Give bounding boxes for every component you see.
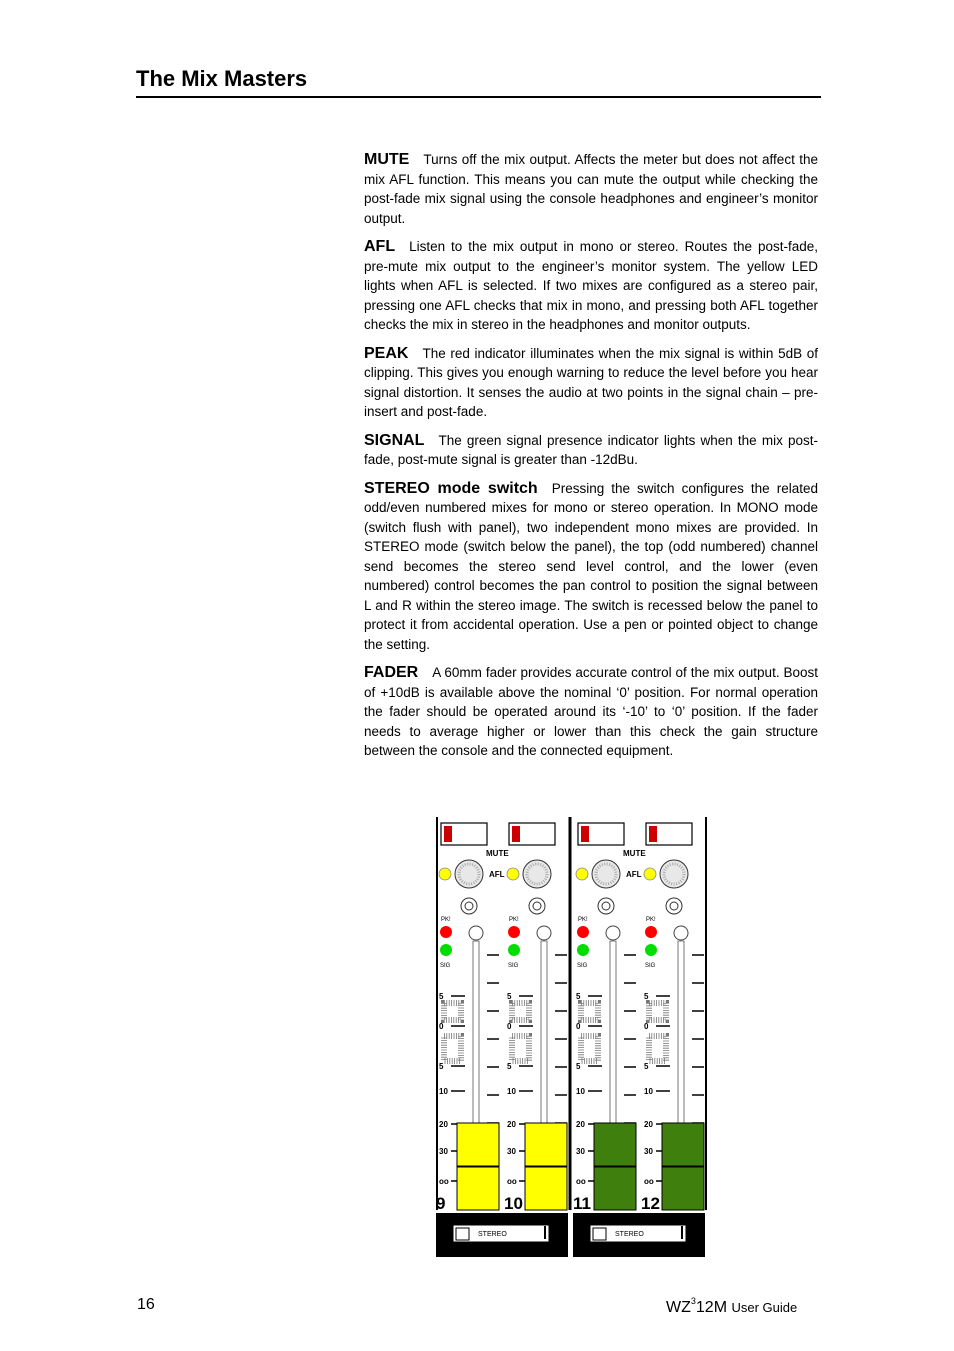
fader-cap-upper	[594, 1123, 636, 1166]
fader-cap-upper	[525, 1123, 567, 1166]
stereo-switch-label: STEREO	[615, 1231, 644, 1238]
fader-scale-label: 0	[507, 1022, 512, 1031]
mix-master-panel-drawing	[435, 815, 709, 1258]
fader-scale-label: 5	[576, 992, 581, 1001]
fader-scale-label: oo	[507, 1177, 517, 1186]
fader-cap-lower	[662, 1167, 704, 1210]
fader-scale-label: oo	[644, 1177, 654, 1186]
term-mute: MUTE	[364, 151, 410, 168]
fader-scale-label: 5	[644, 1062, 649, 1071]
section-afl	[364, 237, 818, 335]
fader-scale-label: 10	[507, 1087, 516, 1096]
fader-cap-lower	[594, 1167, 636, 1210]
fader-cap-lower	[525, 1167, 567, 1210]
channel-number: 12	[641, 1194, 660, 1213]
pk-label: PK!	[509, 917, 519, 923]
peak-led	[645, 926, 657, 938]
channel-number: 11	[573, 1194, 591, 1213]
footer-guide-label: User Guide	[731, 1300, 798, 1315]
sig-label: SIG	[577, 963, 588, 969]
fader-top-knob	[469, 926, 483, 940]
meter-dot-field	[649, 1036, 666, 1061]
footer-model-suffix: 12M	[695, 1299, 728, 1316]
fader-top-knob	[537, 926, 551, 940]
strip-switch-cap	[670, 902, 678, 910]
desc-signal: The green signal presence indicator lights when the mix post-fade, post-mute signal is greater than -12dBu.	[364, 432, 818, 467]
channel-number: 10	[504, 1194, 523, 1213]
sig-label: SIG	[645, 963, 656, 969]
meter-dot-field	[512, 1003, 529, 1020]
term-signal: SIGNAL	[364, 431, 425, 449]
channel-number: 9	[436, 1194, 446, 1213]
fader-cap-upper	[457, 1123, 499, 1166]
signal-led	[508, 944, 520, 956]
meter-dot-field	[444, 1003, 461, 1020]
fader-scale-label: 0	[576, 1022, 581, 1031]
term-peak: PEAK	[364, 344, 409, 362]
meter-dot-field	[581, 1036, 598, 1061]
peak-led	[440, 926, 452, 938]
fader-top-knob	[674, 926, 688, 940]
afl-led	[439, 868, 451, 880]
fader-scale-label: 0	[439, 1022, 444, 1031]
section-fader	[364, 663, 818, 761]
fader-scale-label: 5	[507, 1062, 512, 1071]
fader-scale-label: 20	[576, 1120, 585, 1129]
term-fader: FADER	[364, 664, 419, 681]
section-stereo	[364, 479, 818, 655]
term-stereo: STEREO mode switch	[364, 479, 538, 497]
fader-scale-label: 10	[644, 1087, 653, 1096]
signal-led	[440, 944, 452, 956]
strip-switch-cap	[602, 902, 610, 910]
desc-afl: Listen to the mix output in mono or stereo. Routes the post-fade, pre-mute mix output to the engineer’s monitor system. The yellow LED lights when AFL is selected. If two mixes are configured as a stereo pair, pressing one AFL checks that mix in mono, and pressing both AFL together checks the mix in stereo in the headphones and monitor outputs.	[364, 239, 818, 332]
section-signal	[364, 431, 818, 470]
signal-led	[645, 944, 657, 956]
desc-stereo: Pressing the switch configures the related odd/even numbered mixes for mono or stereo operation. In MONO mode (switch flush with panel), two independent mono mixes are provided. In STEREO mode (switch below the panel), the top (odd numbered) channel send becomes the stereo send level control, and the lower (even numbered) control becomes the pan control to position the signal between L and R within the stereo image. The switch is recessed below the panel to protect it from accidental operation. Use a pen or pointed object to change the setting.	[364, 480, 818, 652]
footer-model-sup: 3	[690, 1296, 696, 1306]
fader-cap-upper	[662, 1123, 704, 1166]
page-number: 16	[137, 1296, 155, 1313]
pk-label: PK!	[646, 917, 656, 923]
fader-scale-label: 5	[644, 992, 649, 1001]
fader-scale-label: 5	[439, 992, 444, 1001]
meter-dot-field	[649, 1003, 666, 1020]
meter-dot-field	[581, 1003, 598, 1020]
fader-scale-label: 30	[507, 1147, 516, 1156]
peak-led	[508, 926, 520, 938]
page-title: The Mix Masters	[136, 66, 308, 91]
mute-indicator-lamp	[581, 826, 589, 842]
afl-led	[644, 868, 656, 880]
fader-scale-label: 30	[576, 1147, 585, 1156]
mute-label: MUTE	[486, 849, 509, 858]
desc-peak: The red indicator illuminates when the mix signal is within 5dB of clipping. This gives you enough warning to reduce the level before you hear signal distortion. It senses the audio at two points in the signal chain – pre-insert and post-fade.	[364, 345, 818, 419]
desc-mute: Turns off the mix output. Affects the meter but does not affect the mix AFL function. This means you can mute the output while checking the post-fade mix signal using the console headphones and engineer’s monitor output.	[364, 152, 818, 226]
strip-switch-cap	[533, 902, 541, 910]
mute-label: MUTE	[623, 849, 646, 858]
fader-cap-lower	[457, 1167, 499, 1210]
term-afl: AFL	[364, 238, 396, 255]
section-mute	[364, 150, 818, 228]
fader-scale-label: 10	[576, 1087, 585, 1096]
afl-led	[576, 868, 588, 880]
header-rule	[136, 96, 821, 98]
sig-label: SIG	[440, 963, 451, 969]
fader-scale-label: 30	[439, 1147, 448, 1156]
fader-scale-label: 5	[576, 1062, 581, 1071]
stereo-switch-label: STEREO	[478, 1231, 507, 1238]
afl-label: AFL	[626, 870, 642, 879]
afl-led	[507, 868, 519, 880]
fader-top-knob	[606, 926, 620, 940]
peak-led	[577, 926, 589, 938]
pk-label: PK!	[441, 917, 451, 923]
mute-indicator-lamp	[649, 826, 657, 842]
fader-scale-label: 20	[439, 1120, 448, 1129]
fader-scale-label: 5	[507, 992, 512, 1001]
signal-led	[577, 944, 589, 956]
mute-indicator-lamp	[512, 826, 520, 842]
meter-dot-field	[512, 1036, 529, 1061]
meter-dot-field	[444, 1036, 461, 1061]
stereo-switch-button	[456, 1228, 469, 1240]
section-peak	[364, 344, 818, 422]
strip-switch-cap	[465, 902, 473, 910]
mix-master-panel-figure	[435, 815, 709, 1258]
fader-scale-label: 20	[644, 1120, 653, 1129]
pk-label: PK!	[578, 917, 588, 923]
fader-scale-label: 5	[439, 1062, 444, 1071]
footer-product	[666, 1296, 797, 1317]
fader-scale-label: oo	[576, 1177, 586, 1186]
fader-scale-label: 20	[507, 1120, 516, 1129]
stereo-switch-button	[593, 1228, 606, 1240]
fader-scale-label: 10	[439, 1087, 448, 1096]
body-text	[364, 150, 818, 770]
fader-scale-label: oo	[439, 1177, 449, 1186]
desc-fader: A 60mm fader provides accurate control of the mix output. Boost of +10dB is available above the nominal ‘0’ position. For normal operation the fader should be operated around its ‘-10’ to ‘0’ position. If the fader needs to average higher or lower than this check the gain structure between the console and the connected equipment.	[364, 665, 818, 758]
sig-label: SIG	[508, 963, 519, 969]
mute-indicator-lamp	[444, 826, 452, 842]
footer-model-prefix: WZ	[666, 1299, 691, 1316]
fader-scale-label: 30	[644, 1147, 653, 1156]
afl-label: AFL	[489, 870, 505, 879]
fader-scale-label: 0	[644, 1022, 649, 1031]
